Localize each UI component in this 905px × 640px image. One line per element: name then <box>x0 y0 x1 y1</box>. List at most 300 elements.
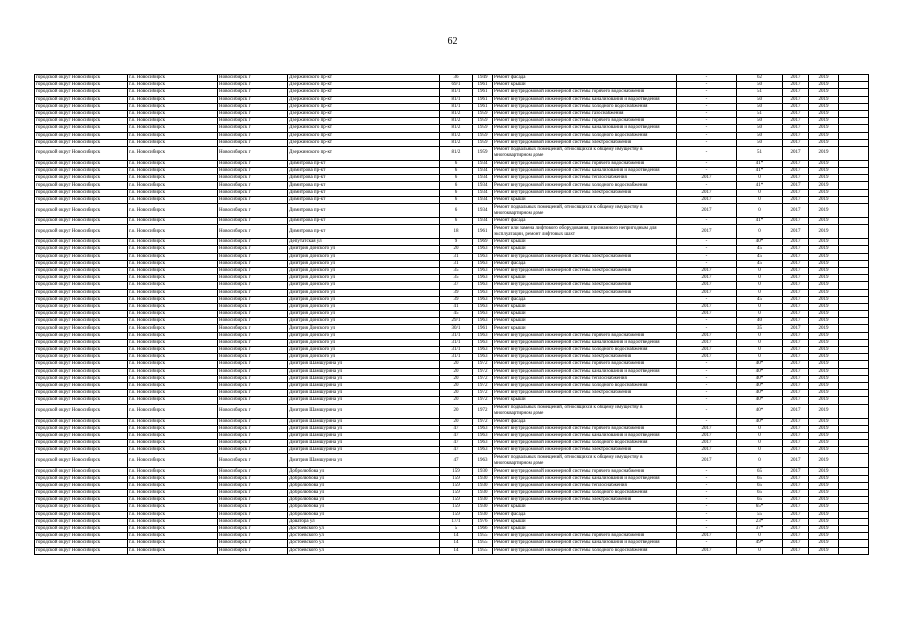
prev-year-cell: - <box>677 418 737 425</box>
wear-cell: 37* <box>737 525 783 532</box>
blank-cell <box>839 475 869 482</box>
table-row <box>35 382 869 389</box>
blank-cell <box>839 118 869 125</box>
wear-cell: 0 <box>737 425 783 432</box>
year-cell: 1963 <box>473 289 493 296</box>
prev-year-cell: - <box>677 246 737 253</box>
street-cell: Дзержинского пр-кт <box>288 96 440 103</box>
locality-cell: Новосибирск г <box>218 339 288 346</box>
start-year-cell: 2017 <box>783 260 809 267</box>
street-cell: Дмитрия Шамшурина ул <box>288 418 440 425</box>
wear-cell: 51 <box>737 110 783 117</box>
wear-cell: 0 <box>737 303 783 310</box>
blank-cell <box>839 525 869 532</box>
locality-cell: Новосибирск г <box>218 125 288 132</box>
wear-cell: 0 <box>737 267 783 274</box>
street-cell: Димитрова пр-кт <box>288 168 440 175</box>
locality-cell: Новосибирск г <box>218 425 288 432</box>
prev-year-cell: - <box>677 296 737 303</box>
work-type-cell: Ремонт внутридомовой инженерной системы электроснабжения <box>493 267 677 274</box>
city-cell: г.о. Новосибирск <box>128 168 218 175</box>
end-year-cell: 2019 <box>809 311 839 318</box>
wear-cell: 0 <box>737 196 783 203</box>
work-type-cell: Ремонт крыши <box>493 325 677 332</box>
house-cell: 29/1 <box>440 318 473 325</box>
work-type-cell: Ремонт внутридомовой инженерной системы горячего водоснабжения <box>493 160 677 167</box>
city-cell: г.о. Новосибирск <box>128 75 218 82</box>
street-cell: Добролюбова ул <box>288 511 440 518</box>
table-row <box>35 440 869 447</box>
prev-year-cell: 2017 <box>677 533 737 540</box>
street-cell: Дмитрия Донского ул <box>288 303 440 310</box>
year-cell: 1930 <box>473 511 493 518</box>
start-year-cell: 2017 <box>783 275 809 282</box>
start-year-cell: 2017 <box>783 482 809 489</box>
start-year-cell: 2017 <box>783 139 809 146</box>
end-year-cell: 2019 <box>809 318 839 325</box>
okrug-cell: городской округ Новосибирск <box>35 540 128 547</box>
prev-year-cell: 2017 <box>677 454 737 468</box>
okrug-cell: городской округ Новосибирск <box>35 525 128 532</box>
street-cell: Дмитрия Донского ул <box>288 332 440 339</box>
prev-year-cell: - <box>677 218 737 225</box>
prev-year-cell: 2017 <box>677 275 737 282</box>
okrug-cell: городской округ Новосибирск <box>35 182 128 189</box>
locality-cell: Новосибирск г <box>218 160 288 167</box>
okrug-cell: городской округ Новосибирск <box>35 390 128 397</box>
prev-year-cell: - <box>677 318 737 325</box>
okrug-cell: городской округ Новосибирск <box>35 490 128 497</box>
prev-year-cell: - <box>677 168 737 175</box>
year-cell: 1934 <box>473 189 493 196</box>
street-cell: Дмитрия Шамшурина ул <box>288 375 440 382</box>
city-cell: г.о. Новосибирск <box>128 504 218 511</box>
year-cell: 1959 <box>473 139 493 146</box>
year-cell: 1934 <box>473 218 493 225</box>
start-year-cell: 2017 <box>783 168 809 175</box>
work-type-cell: Ремонт крыши <box>493 275 677 282</box>
work-type-cell: Ремонт внутридомовой инженерной системы теплоснабжения <box>493 482 677 489</box>
year-cell: 1963 <box>473 318 493 325</box>
end-year-cell: 2019 <box>809 339 839 346</box>
locality-cell: Новосибирск г <box>218 204 288 218</box>
locality-cell: Новосибирск г <box>218 89 288 96</box>
city-cell: г.о. Новосибирск <box>128 418 218 425</box>
locality-cell: Новосибирск г <box>218 253 288 260</box>
table-row <box>35 518 869 525</box>
house-cell: 35 <box>440 267 473 274</box>
blank-cell <box>839 246 869 253</box>
house-cell: 20 <box>440 375 473 382</box>
year-cell: 1949 <box>473 75 493 82</box>
locality-cell: Новосибирск г <box>218 497 288 504</box>
prev-year-cell: - <box>677 260 737 267</box>
year-cell: 1955 <box>473 533 493 540</box>
locality-cell: Новосибирск г <box>218 189 288 196</box>
blank-cell <box>839 318 869 325</box>
house-cell: 81/1 <box>440 96 473 103</box>
locality-cell: Новосибирск г <box>218 182 288 189</box>
end-year-cell: 2019 <box>809 425 839 432</box>
locality-cell: Новосибирск г <box>218 82 288 89</box>
wear-cell: 40* <box>737 382 783 389</box>
end-year-cell: 2019 <box>809 225 839 239</box>
locality-cell: Новосибирск г <box>218 218 288 225</box>
house-cell: 69/1 <box>440 82 473 89</box>
prev-year-cell: - <box>677 475 737 482</box>
work-type-cell: Ремонт внутридомовой инженерной системы канализования и водоотведения <box>493 125 677 132</box>
year-cell: 1963 <box>473 354 493 361</box>
blank-cell <box>839 103 869 110</box>
wear-cell: 65 <box>737 475 783 482</box>
end-year-cell: 2019 <box>809 432 839 439</box>
prev-year-cell: 2017 <box>677 339 737 346</box>
city-cell: г.о. Новосибирск <box>128 361 218 368</box>
wear-cell: 0 <box>737 547 783 554</box>
start-year-cell: 2017 <box>783 110 809 117</box>
prev-year-cell: - <box>677 139 737 146</box>
house-cell: 14 <box>440 533 473 540</box>
city-cell: г.о. Новосибирск <box>128 103 218 110</box>
work-type-cell: Ремонт внутридомовой инженерной системы канализования и водоотведения <box>493 168 677 175</box>
street-cell: Димитрова пр-кт <box>288 160 440 167</box>
wear-cell: 65 <box>737 468 783 475</box>
wear-cell: 41* <box>737 218 783 225</box>
work-type-cell: Ремонт крыши <box>493 504 677 511</box>
wear-cell: 65 <box>737 490 783 497</box>
locality-cell: Новосибирск г <box>218 525 288 532</box>
year-cell: 1930 <box>473 497 493 504</box>
street-cell: Дмитрия Донского ул <box>288 325 440 332</box>
house-cell: 31 <box>440 253 473 260</box>
okrug-cell: городской округ Новосибирск <box>35 89 128 96</box>
year-cell: 1961 <box>473 225 493 239</box>
locality-cell: Новосибирск г <box>218 418 288 425</box>
okrug-cell: городской округ Новосибирск <box>35 96 128 103</box>
locality-cell: Новосибирск г <box>218 390 288 397</box>
okrug-cell: городской округ Новосибирск <box>35 368 128 375</box>
table-row <box>35 347 869 354</box>
work-type-cell: Ремонт крыши <box>493 239 677 246</box>
city-cell: г.о. Новосибирск <box>128 289 218 296</box>
end-year-cell: 2019 <box>809 361 839 368</box>
street-cell: Дмитрия Донского ул <box>288 311 440 318</box>
locality-cell: Новосибирск г <box>218 139 288 146</box>
end-year-cell: 2019 <box>809 239 839 246</box>
work-type-cell: Ремонт фасада <box>493 218 677 225</box>
year-cell: 1959 <box>473 146 493 160</box>
house-cell: 45 <box>440 311 473 318</box>
locality-cell: Новосибирск г <box>218 347 288 354</box>
end-year-cell: 2019 <box>809 447 839 454</box>
locality-cell: Новосибирск г <box>218 275 288 282</box>
prev-year-cell: - <box>677 89 737 96</box>
locality-cell: Новосибирск г <box>218 118 288 125</box>
end-year-cell: 2019 <box>809 525 839 532</box>
end-year-cell: 2019 <box>809 118 839 125</box>
blank-cell <box>839 82 869 89</box>
blank-cell <box>839 497 869 504</box>
house-cell: 18 <box>440 225 473 239</box>
end-year-cell: 2019 <box>809 267 839 274</box>
city-cell: г.о. Новосибирск <box>128 440 218 447</box>
wear-cell: 65* <box>737 504 783 511</box>
end-year-cell: 2019 <box>809 390 839 397</box>
okrug-cell: городской округ Новосибирск <box>35 196 128 203</box>
work-type-cell: Ремонт крыши <box>493 318 677 325</box>
street-cell: Добролюбова ул <box>288 482 440 489</box>
start-year-cell: 2017 <box>783 361 809 368</box>
wear-cell: 0 <box>737 347 783 354</box>
okrug-cell: городской округ Новосибирск <box>35 267 128 274</box>
year-cell: 1966 <box>473 525 493 532</box>
city-cell: г.о. Новосибирск <box>128 332 218 339</box>
end-year-cell: 2019 <box>809 246 839 253</box>
table-row <box>35 160 869 167</box>
work-type-cell: Ремонт внутридомовой инженерной системы холодного водоснабжения <box>493 182 677 189</box>
okrug-cell: городской округ Новосибирск <box>35 146 128 160</box>
locality-cell: Новосибирск г <box>218 332 288 339</box>
work-type-cell: Ремонт крыши <box>493 311 677 318</box>
wear-cell: 35 <box>737 325 783 332</box>
start-year-cell: 2017 <box>783 189 809 196</box>
table-row <box>35 504 869 511</box>
end-year-cell: 2019 <box>809 75 839 82</box>
locality-cell: Новосибирск г <box>218 296 288 303</box>
work-type-cell: Ремонт внутридомовой инженерной системы электроснабжения <box>493 282 677 289</box>
street-cell: Дмитрия Донского ул <box>288 282 440 289</box>
street-cell: Димитрова пр-кт <box>288 196 440 203</box>
house-cell: 159 <box>440 490 473 497</box>
blank-cell <box>839 253 869 260</box>
start-year-cell: 2017 <box>783 347 809 354</box>
work-type-cell: Ремонт внутридомовой инженерной системы холодного водоснабжения <box>493 490 677 497</box>
year-cell: 1972 <box>473 397 493 404</box>
table-row <box>35 368 869 375</box>
wear-cell: 41* <box>737 160 783 167</box>
okrug-cell: городской округ Новосибирск <box>35 533 128 540</box>
house-cell: 6 <box>440 189 473 196</box>
wear-cell: 50 <box>737 118 783 125</box>
wear-cell: 50 <box>737 82 783 89</box>
city-cell: г.о. Новосибирск <box>128 132 218 139</box>
prev-year-cell: - <box>677 511 737 518</box>
year-cell: 1976 <box>473 518 493 525</box>
wear-cell: 45 <box>737 260 783 267</box>
end-year-cell: 2019 <box>809 175 839 182</box>
wear-cell: 0 <box>737 454 783 468</box>
street-cell: Достоевского ул <box>288 525 440 532</box>
end-year-cell: 2019 <box>809 189 839 196</box>
locality-cell: Новосибирск г <box>218 110 288 117</box>
table-row <box>35 511 869 518</box>
end-year-cell: 2019 <box>809 347 839 354</box>
start-year-cell: 2017 <box>783 125 809 132</box>
start-year-cell: 2017 <box>783 196 809 203</box>
street-cell: Дзержинского пр-кт <box>288 146 440 160</box>
work-type-cell: Ремонт подвальных помещений, относящихся к общему имуществу в многоквартирном доме <box>493 146 677 160</box>
work-type-cell: Ремонт крыши <box>493 196 677 203</box>
blank-cell <box>839 296 869 303</box>
blank-cell <box>839 275 869 282</box>
city-cell: г.о. Новосибирск <box>128 382 218 389</box>
blank-cell <box>839 425 869 432</box>
work-type-cell: Ремонт подвальных помещений, относящихся к общему имуществу в многоквартирном доме <box>493 454 677 468</box>
street-cell: Дмитрия Шамшурина ул <box>288 404 440 418</box>
work-type-cell: Ремонт внутридомовой инженерной системы горячего водоснабжения <box>493 533 677 540</box>
house-cell: 20 <box>440 361 473 368</box>
end-year-cell: 2019 <box>809 110 839 117</box>
wear-cell: 0 <box>737 282 783 289</box>
table-row <box>35 175 869 182</box>
end-year-cell: 2019 <box>809 454 839 468</box>
work-type-cell: Ремонт внутридомовой инженерной системы теплоснабжения <box>493 175 677 182</box>
start-year-cell: 2017 <box>783 404 809 418</box>
table-row <box>35 547 869 554</box>
table-row <box>35 418 869 425</box>
street-cell: Дзержинского пр-кт <box>288 89 440 96</box>
year-cell: 1930 <box>473 490 493 497</box>
end-year-cell: 2019 <box>809 96 839 103</box>
table-row <box>35 475 869 482</box>
okrug-cell: городской округ Новосибирск <box>35 332 128 339</box>
end-year-cell: 2019 <box>809 375 839 382</box>
blank-cell <box>839 511 869 518</box>
start-year-cell: 2017 <box>783 511 809 518</box>
locality-cell: Новосибирск г <box>218 196 288 203</box>
street-cell: Дмитрия Шамшурина ул <box>288 397 440 404</box>
locality-cell: Новосибирск г <box>218 168 288 175</box>
end-year-cell: 2019 <box>809 547 839 554</box>
okrug-cell: городской округ Новосибирск <box>35 103 128 110</box>
year-cell: 1961 <box>473 325 493 332</box>
blank-cell <box>839 311 869 318</box>
blank-cell <box>839 368 869 375</box>
okrug-cell: городской округ Новосибирск <box>35 75 128 82</box>
locality-cell: Новосибирск г <box>218 397 288 404</box>
house-cell: 159 <box>440 504 473 511</box>
wear-cell: 49* <box>737 540 783 547</box>
table-row <box>35 246 869 253</box>
locality-cell: Новосибирск г <box>218 533 288 540</box>
prev-year-cell: 2017 <box>677 440 737 447</box>
wear-cell: 45 <box>737 296 783 303</box>
table-row <box>35 325 869 332</box>
end-year-cell: 2019 <box>809 518 839 525</box>
city-cell: г.о. Новосибирск <box>128 246 218 253</box>
year-cell: 1963 <box>473 454 493 468</box>
start-year-cell: 2017 <box>783 454 809 468</box>
blank-cell <box>839 454 869 468</box>
locality-cell: Новосибирск г <box>218 146 288 160</box>
start-year-cell: 2017 <box>783 504 809 511</box>
table-row <box>35 75 869 82</box>
locality-cell: Новосибирск г <box>218 547 288 554</box>
start-year-cell: 2017 <box>783 497 809 504</box>
okrug-cell: городской округ Новосибирск <box>35 160 128 167</box>
work-type-cell: Ремонт крыши <box>493 82 677 89</box>
blank-cell <box>839 504 869 511</box>
wear-cell: 41* <box>737 168 783 175</box>
end-year-cell: 2019 <box>809 253 839 260</box>
end-year-cell: 2019 <box>809 296 839 303</box>
street-cell: Димитрова пр-кт <box>288 189 440 196</box>
wear-cell: 0 <box>737 440 783 447</box>
house-cell: 20 <box>440 397 473 404</box>
repair-schedule-table <box>34 74 869 555</box>
house-cell: 20 <box>440 390 473 397</box>
prev-year-cell: - <box>677 482 737 489</box>
city-cell: г.о. Новосибирск <box>128 390 218 397</box>
locality-cell: Новосибирск г <box>218 260 288 267</box>
blank-cell <box>839 547 869 554</box>
end-year-cell: 2019 <box>809 418 839 425</box>
start-year-cell: 2017 <box>783 239 809 246</box>
house-cell: 6 <box>440 196 473 203</box>
year-cell: 1934 <box>473 175 493 182</box>
table-row <box>35 125 869 132</box>
year-cell: 1963 <box>473 296 493 303</box>
house-cell: 20 <box>440 404 473 418</box>
year-cell: 1959 <box>473 110 493 117</box>
end-year-cell: 2019 <box>809 404 839 418</box>
year-cell: 1930 <box>473 504 493 511</box>
locality-cell: Новосибирск г <box>218 303 288 310</box>
house-cell: 9 <box>440 239 473 246</box>
city-cell: г.о. Новосибирск <box>128 468 218 475</box>
prev-year-cell: 2017 <box>677 347 737 354</box>
table-row <box>35 253 869 260</box>
work-type-cell: Ремонт подвальных помещений, относящихся к общему имуществу в многоквартирном доме <box>493 204 677 218</box>
street-cell: Достоевского ул <box>288 533 440 540</box>
house-cell: 47 <box>440 432 473 439</box>
blank-cell <box>839 175 869 182</box>
house-cell: 81/2 <box>440 125 473 132</box>
work-type-cell: Ремонт подвальных помещений, относящихся к общему имуществу в многоквартирном доме <box>493 404 677 418</box>
end-year-cell: 2019 <box>809 397 839 404</box>
table-row <box>35 447 869 454</box>
work-type-cell: Ремонт внутридомовой инженерной системы канализования и водоотведения <box>493 475 677 482</box>
street-cell: Доватора ул <box>288 518 440 525</box>
year-cell: 1963 <box>473 432 493 439</box>
okrug-cell: городской округ Новосибирск <box>35 475 128 482</box>
street-cell: Дмитрия Шамшурина ул <box>288 368 440 375</box>
blank-cell <box>839 375 869 382</box>
wear-cell: 40* <box>737 418 783 425</box>
table-row <box>35 533 869 540</box>
blank-cell <box>839 182 869 189</box>
end-year-cell: 2019 <box>809 303 839 310</box>
blank-cell <box>839 189 869 196</box>
street-cell: Дмитрия Шамшурина ул <box>288 390 440 397</box>
start-year-cell: 2017 <box>783 432 809 439</box>
house-cell: 36 <box>440 75 473 82</box>
work-type-cell: Ремонт внутридомовой инженерной системы электроснабжения <box>493 289 677 296</box>
start-year-cell: 2017 <box>783 540 809 547</box>
city-cell: г.о. Новосибирск <box>128 404 218 418</box>
table-row <box>35 225 869 239</box>
okrug-cell: городской округ Новосибирск <box>35 253 128 260</box>
street-cell: Дмитрия Донского ул <box>288 339 440 346</box>
blank-cell <box>839 139 869 146</box>
house-cell: 31/1 <box>440 332 473 339</box>
work-type-cell: Ремонт внутридомовой инженерной системы горячего водоснабжения <box>493 468 677 475</box>
prev-year-cell: 2017 <box>677 267 737 274</box>
table-row <box>35 189 869 196</box>
table-row <box>35 139 869 146</box>
start-year-cell: 2017 <box>783 318 809 325</box>
city-cell: г.о. Новосибирск <box>128 189 218 196</box>
